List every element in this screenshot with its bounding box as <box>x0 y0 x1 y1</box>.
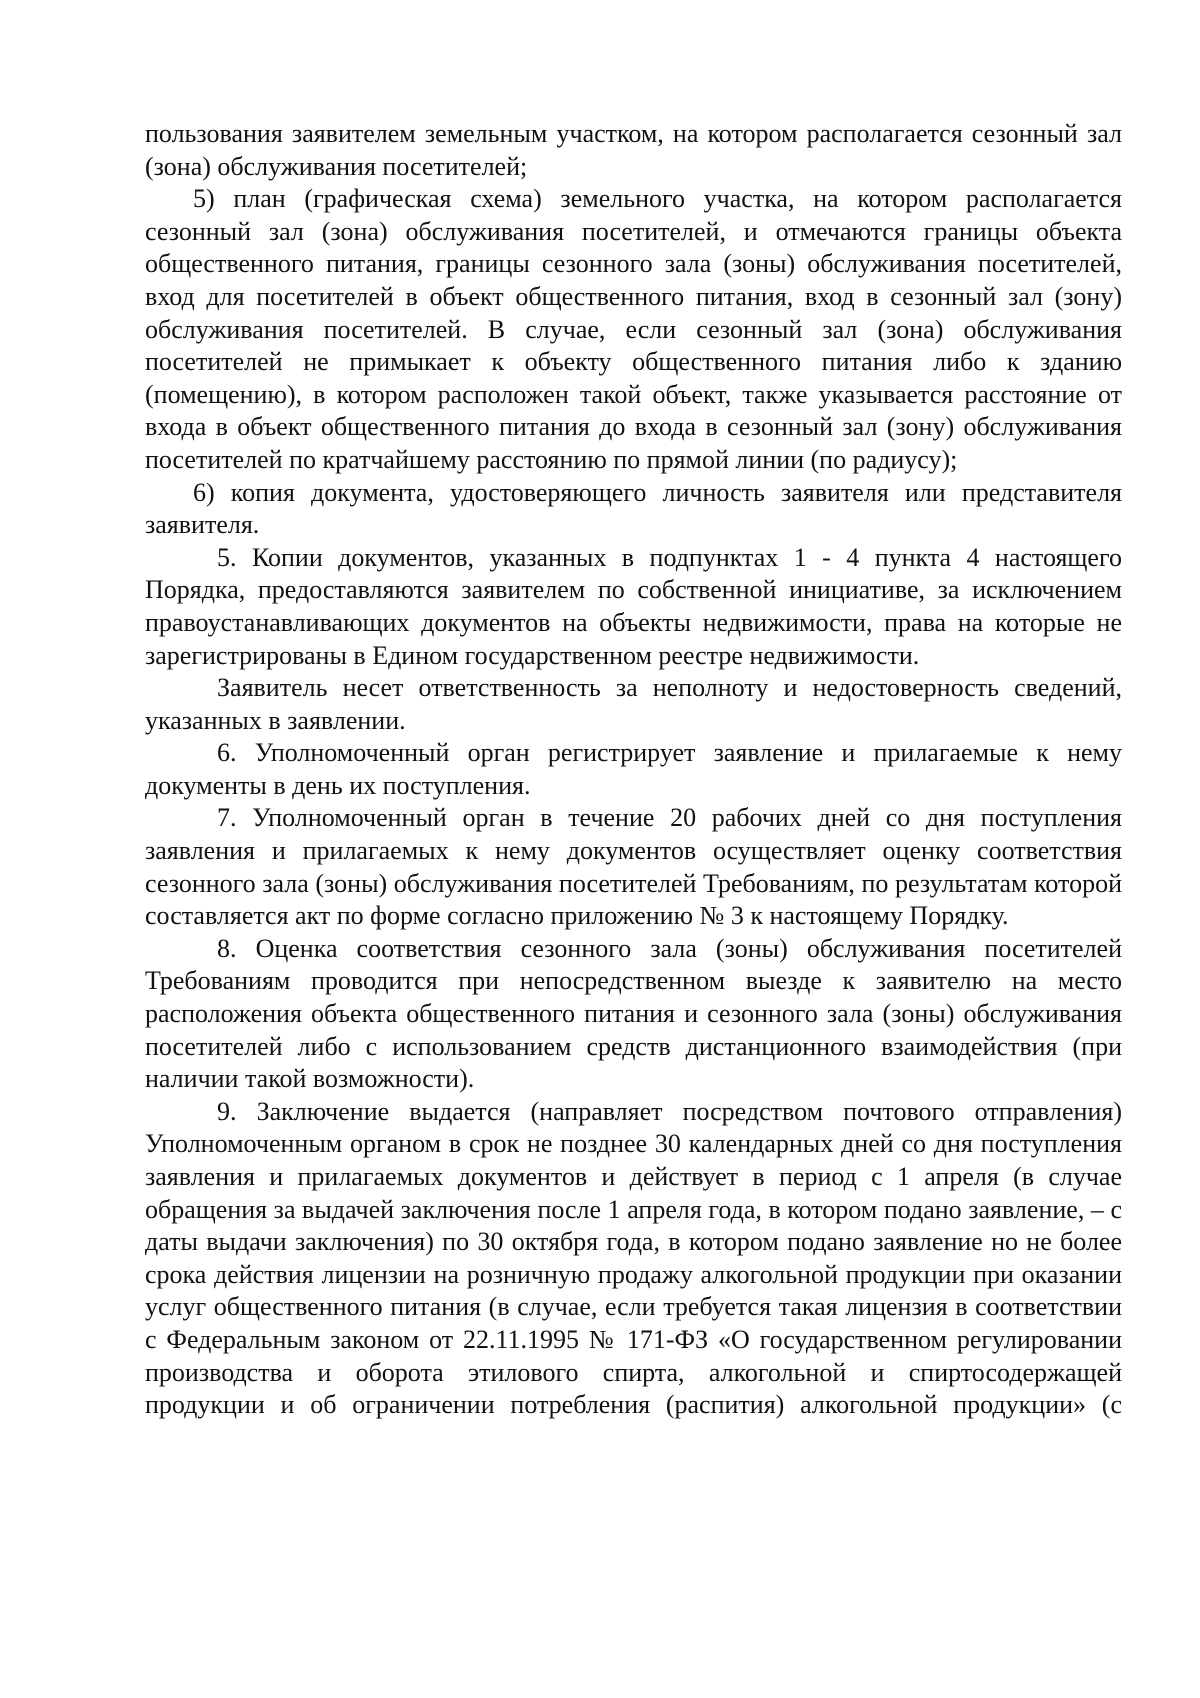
paragraph-9: 9. Заключение выдается (направляет посредством почтового отправления) Уполномоченным органом в срок не позднее 30 календарных дней со дня поступления заявления и прилагаемых документов и действует в период с 1 апреля (в случае обращения за выдачей заключения после 1 апреля года, в котором подано заявление, – с даты выдачи заключения) по 30 октября года, в котором подано заявление но не более срока действия лицензии на розничную продажу алкогольной продукции при оказании услуг общественного питания (в случае, если требуется такая лицензия в соответствии с Федеральным законом от 22.11.1995 № 171-ФЗ «О государственном регулировании производства и оборота этилового спирта, алкогольной и спиртосодержащей продукции и об ограничении потребления (распития) алкогольной продукции» (с <box>145 1096 1122 1420</box>
paragraph-continuation: пользования заявителем земельным участком, на котором располагается сезонный зал (зона) обслуживания посетителей; <box>145 119 1122 181</box>
list-item-5: 5) план (графическая схема) земельного участка, на котором располагается сезонный зал (зона) обслуживания посетителей, и отмечаются границы объекта общественного питания, границы сезонного зала (зоны) обслуживания посетителей, вход для посетителей в объект общественного питания, вход в сезонный зал (зону) обслуживания посетителей. В случае, если сезонный зал (зона) обслуживания посетителей не примыкает к объекту общественного питания либо к зданию (помещению), в котором расположен такой объект, также указывается расстояние от входа в объект общественного питания до входа в сезонный зал (зону) обслуживания посетителей по кратчайшему расстоянию по прямой линии (по радиусу); <box>145 184 1122 474</box>
paragraph-8: 8. Оценка соответствия сезонного зала (зоны) обслуживания посетителей Требованиям проводится при непосредственном выезде к заявителю на место расположения объекта общественного питания и сезонного зала (зоны) обслуживания посетителей либо с использованием средств дистанционного взаимодействия (при наличии такой возможности). <box>145 933 1122 1094</box>
paragraph-responsibility: Заявитель несет ответственность за неполноту и недостоверность сведений, указанных в заявлении. <box>145 673 1122 735</box>
paragraph-7: 7. Уполномоченный орган в течение 20 рабочих дней со дня поступления заявления и прилагаемых к нему документов осуществляет оценку соответствия сезонного зала (зоны) обслуживания посетителей Требованиям, по результатам которой составляется акт по форме согласно приложению № 3 к настоящему Порядку. <box>145 803 1122 931</box>
list-item-6: 6) копия документа, удостоверяющего личность заявителя или представителя заявителя. <box>145 477 1122 540</box>
document-page <box>145 118 1122 1422</box>
paragraph-5: 5. Копии документов, указанных в подпунктах 1 - 4 пункта 4 настоящего Порядка, предоставляются заявителем по собственной инициативе, за исключением правоустанавливающих документов на объекты недвижимости, права на которые не зарегистрированы в Едином государственном реестре недвижимости. <box>145 542 1122 670</box>
paragraph-6: 6. Уполномоченный орган регистрирует заявление и прилагаемые к нему документы в день их поступления. <box>145 738 1122 800</box>
